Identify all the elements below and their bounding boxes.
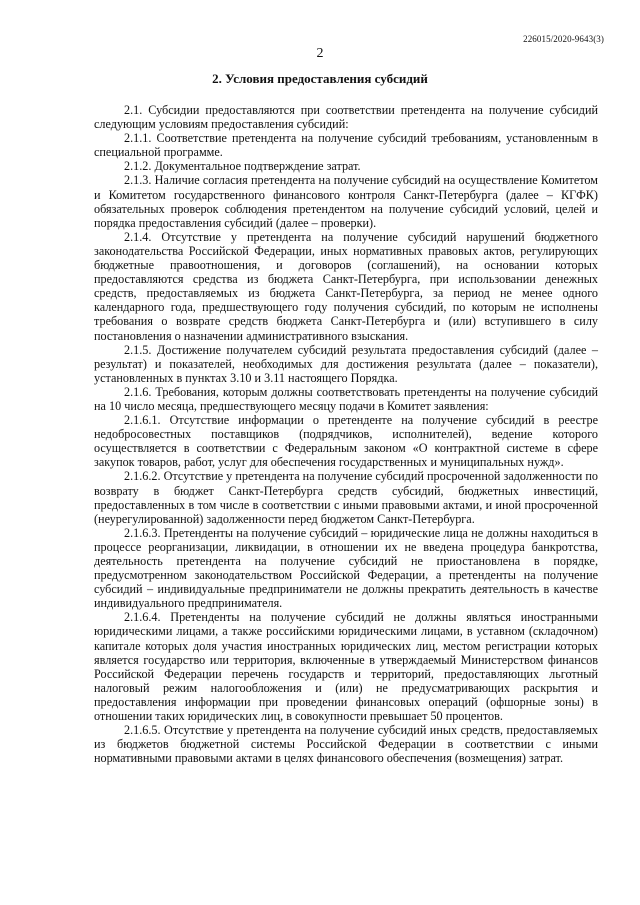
paragraph-2-1-6-1: 2.1.6.1. Отсутствие информации о претенденте на получение субсидий в реестре недобросовестных поставщиков (подрядчиков, исполнителей), ведение которого осуществляется в соответствии с Федеральным законом «О контрактной системе в сфере закупок товаров, работ, услуг для обеспечения государственных и муниципальных нужд».: [94, 413, 598, 470]
paragraph-2-1-6-4: 2.1.6.4. Претенденты на получение субсидий не должны являться иностранными юридическими лицами, а также российскими юридическими лицами, в уставном (складочном) капитале которых доля участия иностранных юридических лиц, местом регистрации которых является государство или территория, включенные в утверждаемый Министерством финансов Российской Федерации перечень государств и территорий, предоставляющих льготный налоговый режим налогообложения и (или) не предусматривающих раскрытия и предоставления информации при проведении финансовых операций (офшорные зоны) в отношении таких юридических лиц, в совокупности превышает 50 процентов.: [94, 610, 598, 724]
paragraph-2-1-5: 2.1.5. Достижение получателем субсидий результата предоставления субсидий (далее – результат) и показателей, необходимых для достижения результата (далее – показатели), установленных в пунктах 3.10 и 3.11 настоящего Порядка.: [94, 342, 598, 385]
paragraph-2-1-1: 2.1.1. Соответствие претендента на получение субсидий требованиям, установленным в специальной программе.: [94, 131, 598, 160]
paragraph-2-1-4: 2.1.4. Отсутствие у претендента на получение субсидий нарушений бюджетного законодательства Российской Федерации, иных нормативных правовых актов, регулирующих бюджетные правоотношения, и договоров (соглашений), на основании которых предоставляются средства из бюджета Санкт-Петербурга, при использовании денежных средств, предоставляемых из бюджета Санкт-Петербурга, за период не менее одного календарного года, предшествующего году получения субсидий, по которым не исполнены требования о возврате средств бюджета Санкт-Петербурга и (или) вступившего в силу постановления о назначении административного взыскания.: [94, 229, 598, 343]
document-body: [94, 103, 598, 765]
page-number: 2: [316, 46, 324, 61]
section-title: 2. Условия предоставления субсидий: [212, 71, 428, 86]
paragraph-2-1-2: 2.1.2. Документальное подтверждение затрат.: [124, 159, 361, 174]
paragraph-2-1: 2.1. Субсидии предоставляются при соответствии претендента на получение субсидий следующим условиям предоставления субсидий:: [94, 103, 598, 132]
paragraph-2-1-6: 2.1.6. Требования, которым должны соответствовать претенденты на получение субсидий на 10 число месяца, предшествующего месяцу подачи в Комитет заявления:: [94, 384, 598, 413]
paragraph-2-1-6-3: 2.1.6.3. Претенденты на получение субсидий – юридические лица не должны находиться в процессе реорганизации, ликвидации, в отношении их не введена процедура банкротства, деятельность претендента на получение субсидий не приостановлена в порядке, предусмотренном законодательством Российской Федерации, а претенденты на получение субсидий – индивидуальные предприниматели не должны прекратить деятельность в качестве индивидуального предпринимателя.: [94, 525, 598, 611]
paragraph-2-1-3: 2.1.3. Наличие согласия претендента на получение субсидий на осуществление Комитетом и Комитетом государственного финансового контроля Санкт-Петербурга (далее – КГФК) обязательных проверок соблюдения претендентом на получение субсидий условий, целей и порядка предоставления субсидий (далее – проверки).: [94, 173, 598, 230]
document-number: 226015/2020-9643(3): [523, 34, 604, 44]
paragraph-2-1-6-2: 2.1.6.2. Отсутствие у претендента на получение субсидий просроченной задолженности по возврату в бюджет Санкт-Петербурга средств субсидий, бюджетных инвестиций, предоставленных в том числе в соответствии с иными правовыми актами, и иной просроченной (неурегулированной) задолженности перед бюджетом Санкт-Петербурга.: [94, 469, 598, 526]
paragraph-2-1-6-5: 2.1.6.5. Отсутствие у претендента на получение субсидий иных средств, предоставляемых из бюджетов бюджетной системы Российской Федерации в соответствии с иными нормативными правовыми актами в целях финансового обеспечения (возмещения) затрат.: [94, 723, 598, 766]
